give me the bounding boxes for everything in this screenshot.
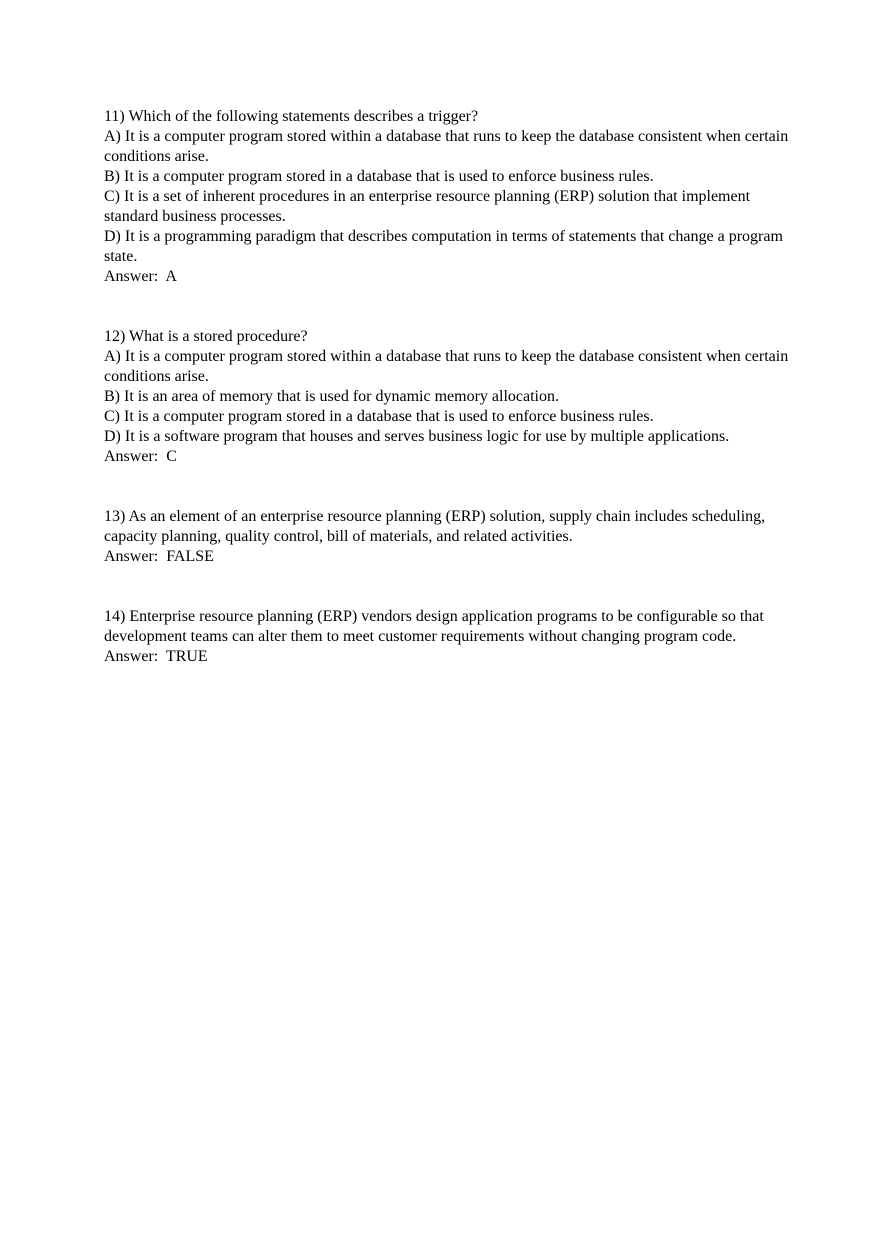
question-13	[104, 507, 804, 567]
question-stem: 14) Enterprise resource planning (ERP) vendors design application programs to be configurable so that development teams can alter them to meet customer requirements without changing program code.	[104, 608, 768, 645]
option-b: B) It is a computer program stored in a database that is used to enforce business rules.	[104, 168, 654, 185]
option-c: C) It is a computer program stored in a database that is used to enforce business rules.	[104, 408, 654, 425]
answer: Answer: TRUE	[104, 648, 208, 665]
option-d: D) It is a programming paradigm that describes computation in terms of statements that change a program state.	[104, 228, 787, 265]
question-stem: 11) Which of the following statements describes a trigger?	[104, 108, 479, 125]
answer: Answer: FALSE	[104, 548, 214, 565]
answer: Answer: A	[104, 268, 177, 285]
question-stem: 12) What is a stored procedure?	[104, 328, 308, 345]
question-11	[104, 107, 804, 287]
question-14	[104, 607, 804, 667]
option-d: D) It is a software program that houses and serves business logic for use by multiple applications.	[104, 428, 730, 445]
option-c: C) It is a set of inherent procedures in an enterprise resource planning (ERP) solution that implement standard business processes.	[104, 188, 755, 225]
option-b: B) It is an area of memory that is used for dynamic memory allocation.	[104, 388, 559, 405]
option-a: A) It is a computer program stored within a database that runs to keep the database consistent when certain conditions arise.	[104, 128, 793, 165]
question-stem: 13) As an element of an enterprise resource planning (ERP) solution, supply chain includes scheduling, capacity planning, quality control, bill of materials, and related activities.	[104, 508, 770, 545]
answer: Answer: C	[104, 448, 177, 465]
option-a: A) It is a computer program stored within a database that runs to keep the database consistent when certain conditions arise.	[104, 348, 793, 385]
document-page	[104, 107, 804, 667]
question-12	[104, 327, 804, 467]
